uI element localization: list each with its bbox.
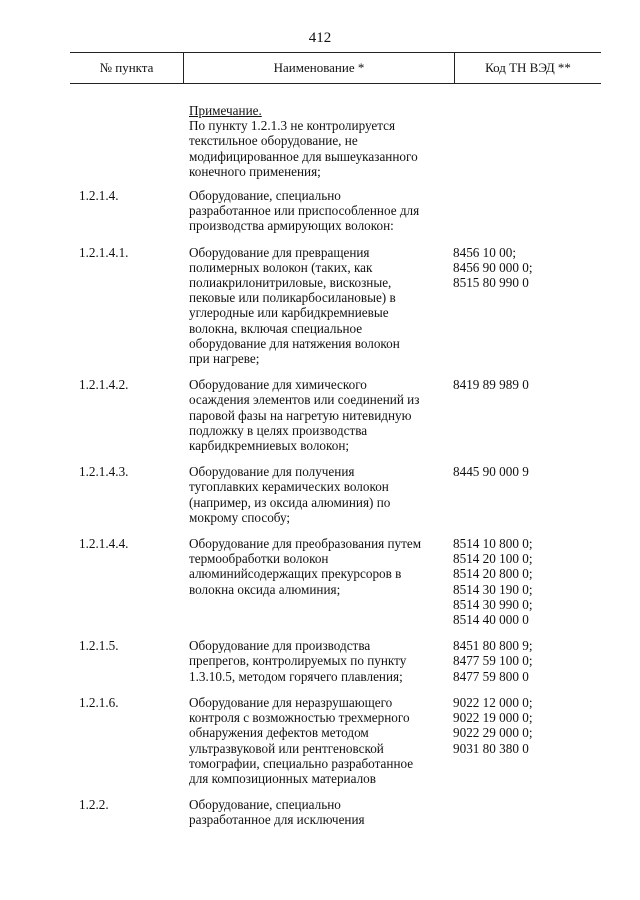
tn-ved-code: 8514 10 800 0; [453, 536, 533, 552]
table-row [79, 188, 609, 234]
item-name-line: паровой фазы на нагретую нитевидную [189, 407, 412, 423]
table-row [79, 695, 609, 786]
table-row [79, 245, 609, 367]
item-name-line: Оборудование для преобразования путем [189, 536, 422, 552]
item-name-line: полиакрилонитриловые, вискозные, [189, 275, 392, 291]
item-number: 1.2.1.4.4. [79, 536, 129, 552]
item-name-line: Оборудование для неразрушающего [189, 694, 393, 710]
note-block [189, 103, 449, 179]
item-name-line: осаждения элементов или соединений из [189, 392, 420, 408]
tn-ved-code: 8451 80 800 9; [453, 638, 533, 654]
item-codes [453, 695, 573, 786]
item-name [189, 797, 441, 827]
item-name-line: Оборудование для получения [189, 464, 355, 480]
item-name-line: Оборудование, специально [189, 188, 341, 203]
tn-ved-code: 8514 20 800 0; [453, 566, 533, 582]
note-title: Примечание. [189, 103, 262, 118]
item-name [189, 377, 441, 453]
item-name-line: обнаружения дефектов методом [189, 725, 369, 741]
item-name-line: (например, из оксида алюминия) по [189, 494, 391, 510]
item-name-line: Оборудование, специально [189, 797, 341, 813]
item-number: 1.2.1.4.3. [79, 464, 129, 480]
note-line: конечного применения; [189, 163, 321, 179]
tn-ved-code: 9022 29 000 0; [453, 725, 533, 741]
item-name-line: углеродные или карбидкремниевые [189, 305, 389, 321]
table-row [79, 797, 609, 827]
item-name-line: препрегов, контролируемых по пункту [189, 653, 407, 669]
item-name-line: томографии, специально разработанное [189, 755, 414, 771]
item-codes [453, 245, 573, 367]
header-name: Наименование * [184, 53, 455, 83]
tn-ved-code: 9022 12 000 0; [453, 694, 533, 710]
item-name-line: 1.3.10.5, методом горячего плавления; [189, 668, 403, 684]
tn-ved-code: 8514 20 100 0; [453, 551, 533, 567]
item-name-line: для композиционных материалов [189, 770, 376, 786]
item-codes [453, 638, 573, 684]
item-number: 1.2.1.5. [79, 638, 119, 654]
item-codes [453, 797, 573, 827]
item-name-line: алюминийсодержащих прекурсоров в [189, 566, 402, 582]
item-name-line: разработанное или приспособленное для [189, 203, 420, 219]
note-line: текстильное оборудование, не [189, 133, 358, 149]
item-name-line: производства армирующих волокон: [189, 218, 394, 234]
item-name-line: тугоплавких керамических волокон [189, 479, 389, 495]
table-body [79, 188, 609, 839]
item-number: 1.2.2. [79, 797, 109, 813]
item-name [189, 464, 441, 525]
item-name-line: пековые или поликарбосилановые) в [189, 290, 396, 306]
item-name-line: разработанное для исключения [189, 812, 365, 828]
item-name-line: Оборудование для производства [189, 638, 371, 654]
table-row [79, 377, 609, 453]
item-name-line: волокна, включая специальное [189, 320, 363, 336]
item-name [189, 536, 441, 627]
tn-ved-code: 8456 90 000 0; [453, 259, 533, 275]
table-row [79, 638, 609, 684]
item-name-line: контроля с возможностью трехмерного [189, 710, 410, 726]
item-number: 1.2.1.4. [79, 188, 119, 203]
item-name-line: термообработки волокон [189, 551, 329, 567]
tn-ved-code: 8477 59 800 0 [453, 668, 529, 684]
item-name-line: Оборудование для превращения [189, 244, 370, 260]
item-codes [453, 188, 573, 234]
tn-ved-code: 8514 30 190 0; [453, 581, 533, 597]
header-item-number: № пункта [70, 53, 184, 83]
item-name-line: ультразвуковой или рентгеновской [189, 740, 384, 756]
page-number: 412 [308, 30, 332, 46]
item-name [189, 245, 441, 367]
table-row [79, 464, 609, 525]
item-name-line: волокна оксида алюминия; [189, 581, 341, 597]
item-codes [453, 464, 573, 525]
tn-ved-code: 8419 89 989 0 [453, 377, 529, 393]
tn-ved-code: 9022 19 000 0; [453, 710, 533, 726]
tn-ved-code: 8514 40 000 0 [453, 612, 529, 628]
item-number: 1.2.1.4.1. [79, 244, 129, 260]
item-name [189, 638, 441, 684]
item-number: 1.2.1.6. [79, 694, 119, 710]
table-header [70, 52, 601, 84]
item-codes [453, 536, 573, 627]
item-name-line: при нагреве; [189, 351, 260, 367]
item-name-line: оборудование для натяжения волокон [189, 335, 400, 351]
item-name-line: Оборудование для химического [189, 377, 367, 393]
tn-ved-code: 9031 80 380 0 [453, 740, 529, 756]
note-line: модифицированное для вышеуказанного [189, 148, 418, 164]
item-name-line: подложку в целях производства [189, 422, 368, 438]
item-name-line: полимерных волокон (таких, как [189, 259, 373, 275]
item-name [189, 188, 441, 234]
item-name-line: карбидкремниевых волокон; [189, 438, 350, 454]
item-name-line: мокрому способу; [189, 509, 291, 525]
tn-ved-code: 8456 10 00; [453, 244, 517, 260]
header-code: Код ТН ВЭД ** [485, 60, 571, 75]
item-name [189, 695, 441, 786]
tn-ved-code: 8445 90 000 9 [453, 464, 529, 480]
note-line: По пункту 1.2.1.3 не контролируется [189, 118, 396, 134]
tn-ved-code: 8514 30 990 0; [453, 596, 533, 612]
table-row [79, 536, 609, 627]
item-number: 1.2.1.4.2. [79, 377, 129, 393]
tn-ved-code: 8515 80 990 0 [453, 275, 529, 291]
item-codes [453, 377, 573, 453]
tn-ved-code: 8477 59 100 0; [453, 653, 533, 669]
